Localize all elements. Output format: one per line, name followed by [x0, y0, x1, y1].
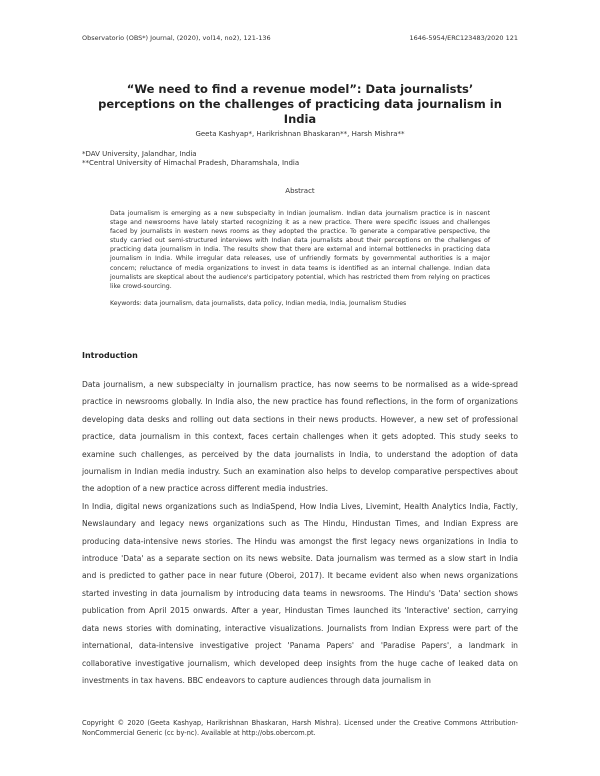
- abstract-heading: Abstract: [285, 187, 315, 195]
- running-header-page: 1646-5954/ERC123483/2020 121: [409, 34, 518, 42]
- abstract-text: Data journalism is emerging as a new subspecialty in Indian journalism. Indian data journalism practice is in nascent stage and newsrooms have lately started recognizing it as a new practice. There were specific issues and challenges faced by journalists in western news rooms as they adopted the practice. To generate a comparative perspective, the study carried out semi-structured interviews with Indian data journalists about their perceptions on the challenges of practicing data journalism in India. The results show that there are external and internal bottlenecks in practicing data journalism in India. While irregular data releases, use of unfriendly formats by governmental authorities is a major concern; reluctance of media organizations to invest in data teams is identified as an internal challenge. Indian data journalists are skeptical about the audience's participatory potential, which has restricted them from relying on practices like crowd-sourcing.: [110, 210, 490, 290]
- running-header-journal: Observatorio (OBS*) Journal, (2020), vol14, no2), 121-136: [82, 34, 271, 42]
- introduction-body: [82, 376, 518, 689]
- paragraph: Data journalism, a new subspecialty in journalism practice, has now seems to be normalised as a wide-spread practice in newsrooms globally. In India also, the new practice has found reflections, in the form of organizations developing data desks and rolling out data sections in their news products. However, a new set of professional practice, data journalism in this context, faces certain challenges when it gets adopted. This study seeks to examine such challenges, as perceived by the data journalists in India, to understand the adoption of data journalism in Indian media industry. Such an examination also helps to develop comparative perspectives about the adoption of a new practice across different media industries.: [82, 380, 518, 494]
- affiliation-1: *DAV University, Jalandhar, India: [82, 150, 197, 158]
- affiliation-2: **Central University of Himachal Pradesh, Dharamshala, India: [82, 159, 300, 167]
- article-title: “We need to find a revenue model”: Data journalists’ perceptions on the challenges of practicing data journalism in India: [98, 82, 502, 126]
- paragraph: In India, digital news organizations such as IndiaSpend, How India Lives, Livemint, Health Analytics India, Factly, Newslaundary and legacy news organizations such as The Hindu, Hindustan Times, and Indian Express are producing data-intensive news stories. The Hindu was amongst the first legacy news organizations in India to introduce 'Data' as a separate section on its news website. Data journalism was termed as a slow start in India and is predicted to gather pace in near future (Oberoi, 2017). It became evident also when news organizations started investing in data journalism by introducing data teams in newsrooms. The Hindu's 'Data' section shows publication from April 2015 onwards. After a year, Hindustan Times launched its 'Interactive' section, carrying data news stories with dominating, interactive visualizations. Journalists from Indian Express were part of the international, data-intensive investigative project 'Panama Papers' and 'Paradise Papers', a landmark in collaborative investigative journalism, which developed deep insights from the huge cache of leaked data on investments in tax havens. BBC endeavors to capture audiences through data journalism in: [82, 501, 518, 685]
- section-heading-introduction: Introduction: [82, 351, 138, 360]
- copyright-notice: Copyright © 2020 (Geeta Kashyap, Harikrishnan Bhaskaran, Harsh Mishra). Licensed under the Creative Commons Attribution-NonCommercial Generic (cc by-nc). Available at http://obs.obercom.pt.: [82, 719, 518, 737]
- keywords: Keywords: data journalism, data journalists, data policy, Indian media, India, Journalism Studies: [110, 300, 407, 307]
- author-list: Geeta Kashyap*, Harikrishnan Bhaskaran**, Harsh Mishra**: [195, 130, 405, 138]
